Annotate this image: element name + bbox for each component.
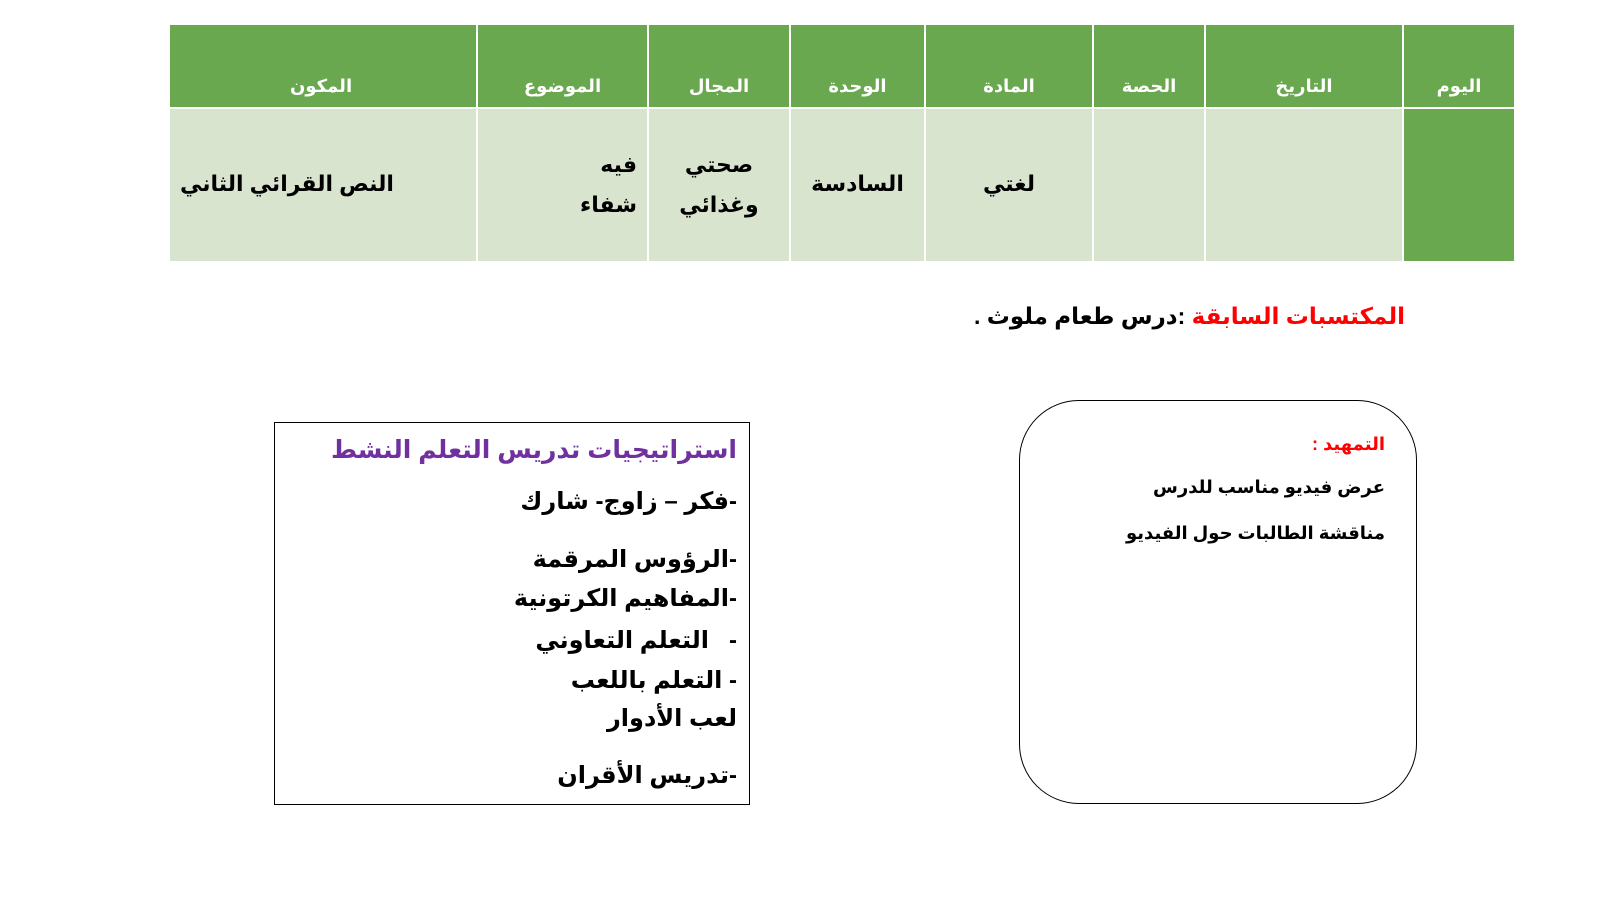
header-period: الحصة bbox=[1093, 24, 1205, 108]
cell-topic-line2: شفاء bbox=[580, 192, 637, 217]
table-row bbox=[169, 108, 1515, 262]
strategy-item: لعب الأدوار bbox=[606, 705, 737, 732]
header-field: المجال bbox=[648, 24, 790, 108]
cell-topic bbox=[477, 108, 648, 262]
header-date: التاريخ bbox=[1205, 24, 1403, 108]
strategies-box bbox=[274, 422, 750, 805]
intro-title: التمهيد : bbox=[1312, 434, 1385, 454]
header-topic: الموضوع bbox=[477, 24, 648, 108]
cell-period bbox=[1093, 108, 1205, 262]
prior-knowledge-label: المكتسبات السابقة bbox=[1191, 303, 1405, 329]
cell-date bbox=[1205, 108, 1403, 262]
strategy-item: -تدريس الأقران bbox=[557, 762, 737, 789]
intro-box bbox=[1019, 400, 1417, 804]
intro-item: عرض فيديو مناسب للدرس bbox=[1153, 477, 1385, 497]
cell-unit: السادسة bbox=[790, 108, 925, 262]
strategy-item: -المفاهيم الكرتونية bbox=[513, 585, 737, 612]
header-subject: المادة bbox=[925, 24, 1093, 108]
cell-component: النص القرائي الثاني bbox=[169, 108, 477, 262]
strategy-item: - التعلم التعاوني bbox=[535, 627, 737, 654]
cell-field-line2: وغذائي bbox=[679, 192, 759, 217]
header-day: اليوم bbox=[1403, 24, 1515, 108]
cell-subject: لغتي bbox=[925, 108, 1093, 262]
header-component: المكون bbox=[169, 24, 477, 108]
intro-item: مناقشة الطالبات حول الفيديو bbox=[1126, 523, 1385, 543]
cell-topic-line1: فيه bbox=[600, 152, 637, 177]
table-header-row bbox=[169, 24, 1515, 108]
prior-knowledge bbox=[974, 303, 1405, 330]
lesson-info-table bbox=[168, 23, 1516, 263]
header-unit: الوحدة bbox=[790, 24, 925, 108]
strategy-item: -الرؤوس المرقمة bbox=[532, 546, 737, 573]
cell-day bbox=[1403, 108, 1515, 262]
cell-field-line1: صحتي bbox=[684, 152, 754, 177]
strategy-item: - التعلم باللعب bbox=[570, 667, 737, 694]
prior-knowledge-value: :درس طعام ملوث . bbox=[973, 303, 1186, 329]
strategies-title: استراتيجيات تدريس التعلم النشط bbox=[330, 436, 737, 464]
strategy-item: -فكر – زاوج- شارك bbox=[520, 488, 737, 515]
cell-field bbox=[648, 108, 790, 262]
